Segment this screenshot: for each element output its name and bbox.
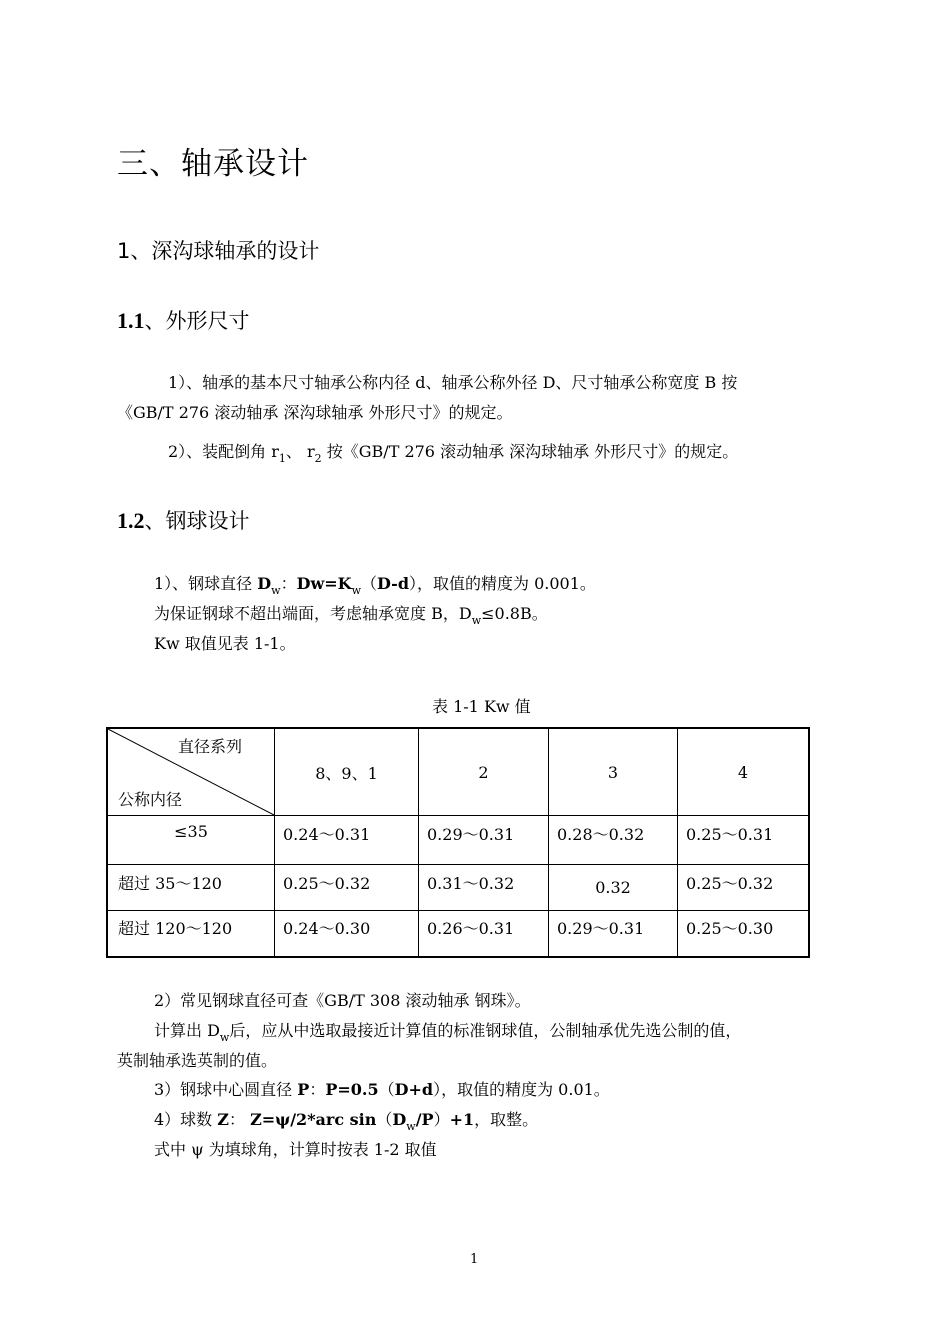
kw-table — [106, 727, 810, 958]
paragraph-ball-constraint: 为保证钢球不超出端面，考虑轴承宽度 B，$D_w\le 0.8B$。 — [154, 604, 548, 627]
table-corner-cell — [107, 728, 275, 816]
corner-label-bottom: 公称内径 — [118, 790, 183, 809]
table-cell: 0.29～0.31 — [549, 911, 678, 957]
table-cell: 0.24～0.31 — [275, 816, 419, 865]
table-header-cell: 3 — [549, 728, 678, 816]
paragraph-ball-std: 2）常见钢球直径可查《GB/T 308 滚动轴承 钢珠》。 — [154, 991, 531, 1010]
table-cell: 0.28～0.32 — [549, 816, 678, 865]
table-cell: 0.29～0.31 — [419, 816, 549, 865]
table-cell: 0.25～0.30 — [678, 911, 810, 957]
section-heading-1-2: 1.2、钢球设计 — [117, 508, 250, 533]
corner-label-top: 直径系列 — [178, 737, 243, 756]
table-cell: 0.31～0.32 — [419, 865, 549, 911]
table-cell: 0.25～0.32 — [678, 865, 810, 911]
paragraph-chamfer: 2）、装配倒角 $r_1$、 $r_2$ 按《GB/T 276 滚动轴承 深沟球轴承 外形尺寸》的规定。 — [168, 442, 739, 465]
row-label: 超过 120～120 — [107, 911, 275, 957]
paragraph-ball-select: 计算出 $D_w$后，应从中选取最接近计算值的标准钢球值，公制轴承优先选公制的值， — [154, 1021, 742, 1044]
paragraph-ball-select-cont: 英制轴承选英制的值。 — [117, 1051, 278, 1070]
table-row — [107, 911, 809, 957]
table-header-cell: 4 — [678, 728, 810, 816]
section-heading-1-1: 1.1、外形尺寸 — [117, 308, 250, 333]
table-header-row — [107, 728, 809, 816]
table-caption: 表 1-1 Kw 值 — [432, 697, 531, 716]
paragraph-dimensions-cont: 《GB/T 276 滚动轴承 深沟球轴承 外形尺寸》的规定。 — [117, 403, 513, 422]
paragraph-kw-ref: Kw 取值见表 1-1。 — [154, 634, 296, 653]
page-title: 三、轴承设计 — [117, 146, 309, 182]
row-label: ≤35 — [107, 816, 275, 865]
paragraph-fill-angle: 式中 ψ 为填球角，计算时按表 1-2 取值 — [154, 1140, 437, 1159]
table-cell: 0.32 — [549, 865, 678, 911]
paragraph-ball-count: 4）球数 Z： Z=ψ/2*arc $\sin(D_w/P)+1$，取整。 — [154, 1110, 539, 1133]
table-cell: 0.25～0.31 — [678, 816, 810, 865]
table-cell: 0.25～0.32 — [275, 865, 419, 911]
table-cell: 0.24～0.30 — [275, 911, 419, 957]
table-row — [107, 865, 809, 911]
paragraph-ball-diameter: 1）、钢球直径 $D_w$：$Dw=K_w(D-d)$，取值的精度为 0.001。 — [154, 574, 596, 597]
table-cell: 0.26～0.31 — [419, 911, 549, 957]
paragraph-dimensions: 1）、轴承的基本尺寸轴承公称内径 d、轴承公称外径 D、尺寸轴承公称宽度 B 按 — [168, 373, 738, 392]
table-header-cell: 8、9、1 — [275, 728, 419, 816]
page-number: 1 — [470, 1252, 479, 1267]
paragraph-pitch-diameter: 3）钢球中心圆直径 P：P=0.5（D+d），取值的精度为 0.01。 — [154, 1080, 610, 1099]
table-header-cell: 2 — [419, 728, 549, 816]
section-heading-1: 1、深沟球轴承的设计 — [117, 239, 320, 263]
row-label: 超过 35～120 — [107, 865, 275, 911]
table-row — [107, 816, 809, 865]
